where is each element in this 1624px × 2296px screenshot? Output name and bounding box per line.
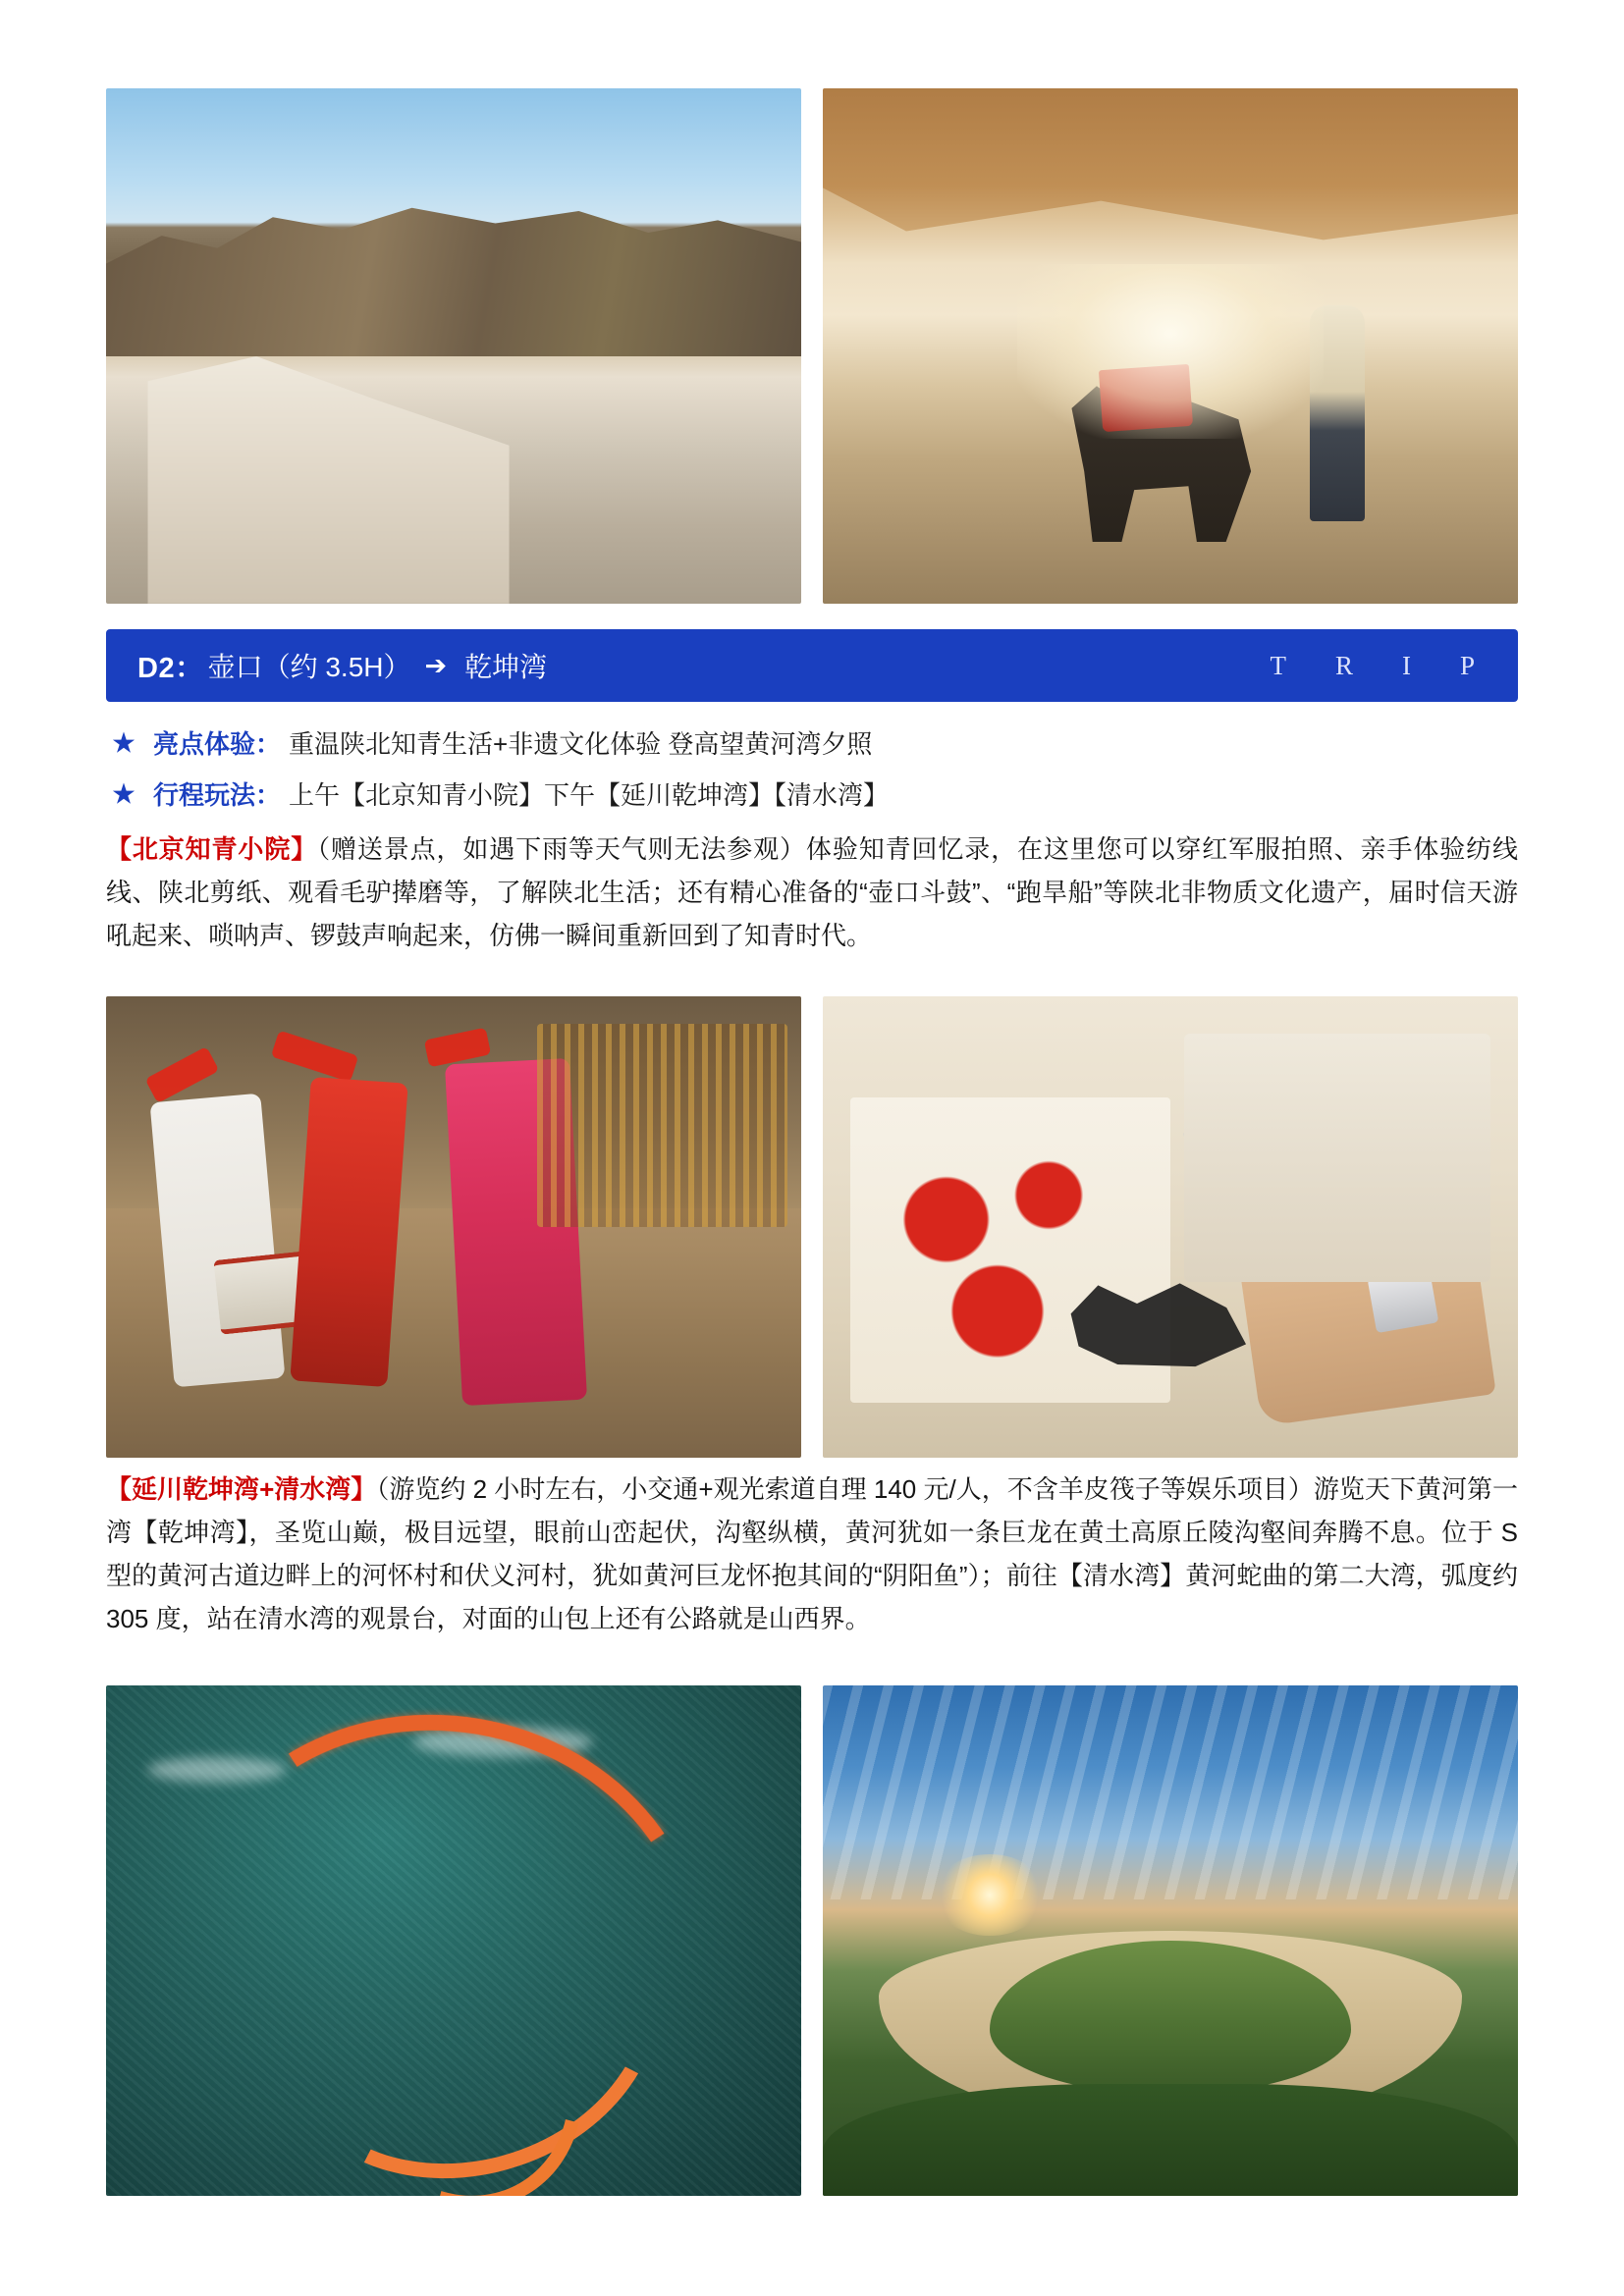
aerial-river-loop-photo xyxy=(106,1685,801,2196)
star-icon: ★ xyxy=(112,781,135,808)
dancer-shape xyxy=(149,1094,285,1388)
star-icon: ★ xyxy=(112,730,135,757)
arrow-right-icon: ➔ xyxy=(424,650,448,680)
foreground-hill-shape xyxy=(823,2084,1518,2196)
paper-cutting-photo xyxy=(823,996,1518,1458)
paragraph-qiankun-bay xyxy=(106,1468,1518,1640)
bullet-label-highlight: 亮点体验： xyxy=(153,729,282,759)
donkey-saddle-shape xyxy=(1099,363,1193,431)
sun-icon xyxy=(934,1854,1045,1936)
trip-watermark xyxy=(1270,651,1492,681)
qiankun-bay-sunset-photo xyxy=(823,1685,1518,2196)
donkey-shape xyxy=(1059,356,1268,542)
shaanbei-drum-dance-photo xyxy=(106,996,801,1458)
day-banner xyxy=(106,629,1518,702)
red-ribbon-shape xyxy=(271,1031,359,1083)
photo-row-bottom xyxy=(106,1685,1518,2196)
banner-origin: 壶口（约 3.5H） xyxy=(207,652,411,682)
spacer xyxy=(106,983,1518,996)
bullet-item-highlight xyxy=(106,721,1518,767)
watermark-letter-r: R xyxy=(1334,650,1357,680)
scissors-icon xyxy=(1181,1069,1339,1173)
highlight-bullets xyxy=(106,721,1518,818)
herder-shape xyxy=(1310,305,1366,522)
hand-shape xyxy=(1220,1101,1495,1426)
day-label: D2： xyxy=(137,652,204,684)
bullet-item-itinerary xyxy=(106,773,1518,818)
hukou-waterfall-wide-photo xyxy=(106,88,801,604)
paragraph-zhiqing-courtyard xyxy=(106,828,1518,957)
paragraph-head-qiankun: 【延川乾坤湾+清水湾】 xyxy=(106,1474,377,1504)
watermark-letter-p: P xyxy=(1459,650,1479,680)
bullet-label-itinerary: 行程玩法： xyxy=(153,780,282,810)
photo-row-middle xyxy=(106,996,1518,1458)
red-ribbon-shape xyxy=(145,1046,220,1103)
wristwatch-shape xyxy=(1368,1268,1439,1334)
hukou-donkey-photo xyxy=(823,88,1518,604)
paragraph-body-qiankun: （游览约 2 小时左右，小交通+观光索道自理 140 元/人，不含羊皮筏子等娱乐项目）游览天下黄河第一湾【乾坤湾】，圣览山巅，极目远望，眼前山峦起伏，沟壑纵横，黄河犹如一条巨龙在黄土高原丘陵沟壑间奔腾不息。位于 S 型的黄河古道边畔上的河怀村和伏义河村，犹如黄河巨龙怀抱其间的“阴阳鱼”）；前往【清水湾】黄河蛇曲的第二大湾，弧度约 305 度，站在清水湾的观景台，对面的山包上还有公路就是山西界。 xyxy=(106,1474,1518,1633)
dancer-shape xyxy=(445,1058,587,1406)
bullet-text-itinerary: 上午【北京知青小院】下午【延川乾坤湾】【清水湾】 xyxy=(289,780,890,810)
paragraph-head-zhiqing: 【北京知青小院】 xyxy=(106,834,318,864)
photo-row-top xyxy=(106,88,1518,604)
papercut-figure-shape xyxy=(1059,1273,1254,1374)
watermark-letter-t: T xyxy=(1270,650,1290,680)
watermark-letter-i: I xyxy=(1401,650,1415,680)
bullet-text-highlight: 重温陕北知青生活+非遗文化体验 登高望黄河湾夕照 xyxy=(289,729,873,759)
dancer-shape xyxy=(291,1077,409,1387)
paragraph-body-zhiqing: （赠送景点，如遇下雨等天气则无法参观）体验知青回忆录，在这里您可以穿红军服拍照、亲手体验纺线线、陕北剪纸、观看毛驴撵磨等，了解陕北生活；还有精心准备的“壶口斗鼓”、“跑旱船”等陕北非物质文化遗产，届时信天游吼起来、唢呐声、锣鼓声响起来，仿佛一瞬间重新回到了知青时代。 xyxy=(106,834,1518,950)
red-ribbon-shape xyxy=(423,1027,490,1067)
spacer xyxy=(106,1666,1518,1685)
banner-destination: 乾坤湾 xyxy=(464,652,548,682)
